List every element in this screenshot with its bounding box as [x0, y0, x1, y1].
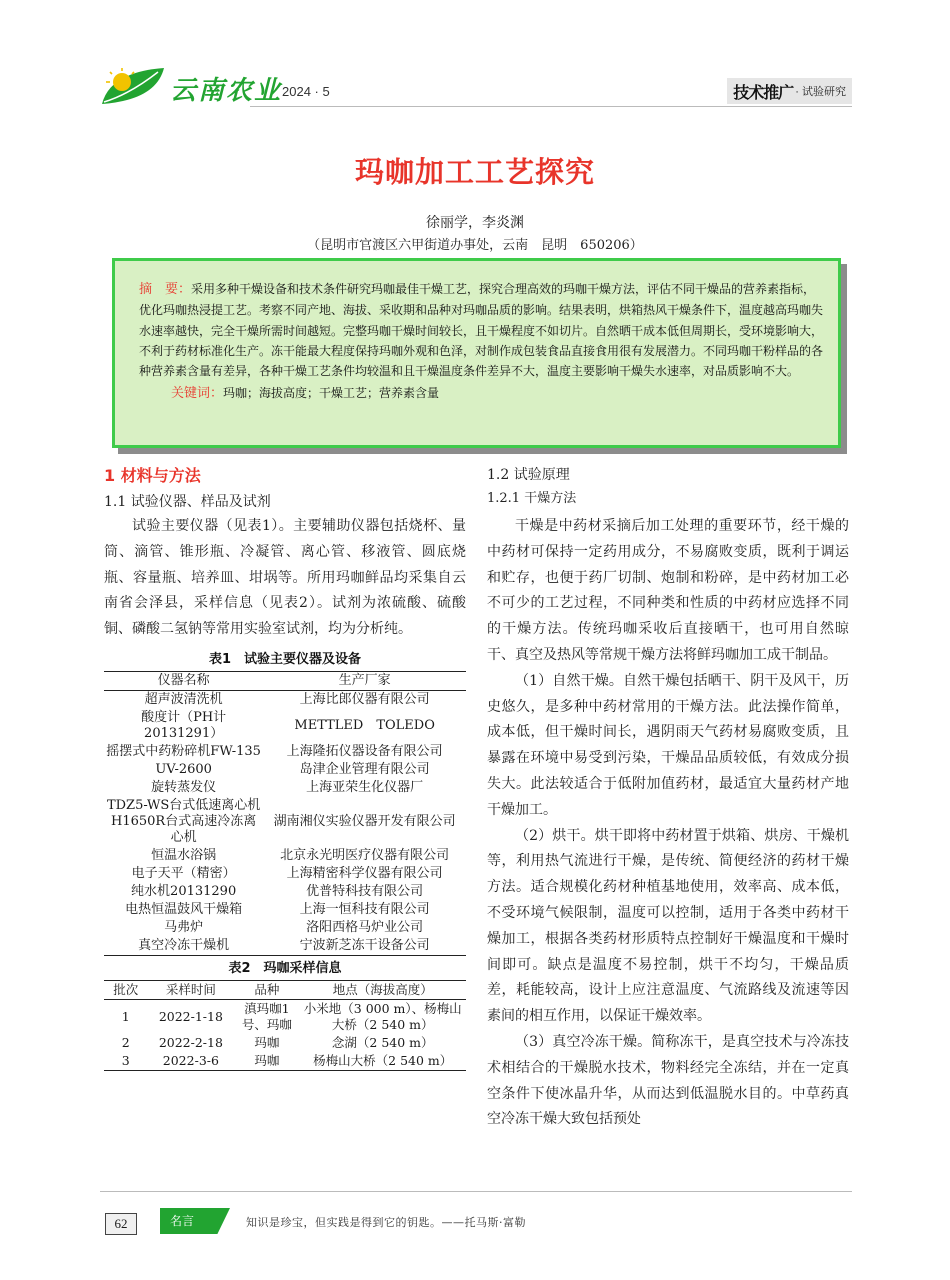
table-cell: 上海亚荣生化仪器厂: [306, 779, 424, 795]
table2-header: 品种: [234, 980, 299, 999]
table-cell: 旋转蒸发仪: [151, 779, 217, 795]
table-cell: 1: [121, 1008, 130, 1024]
table-cell: 滇玛咖1号、玛咖: [241, 1000, 292, 1032]
table1-header: 仪器名称: [104, 671, 263, 690]
page-header: [100, 66, 852, 108]
table-cell: 上海比郎仪器有限公司: [299, 691, 430, 707]
table-row: [104, 847, 466, 865]
keywords-text: 玛咖；海拔高度；干燥工艺；营养素含量: [223, 386, 440, 401]
table-cell: 酸度计（PH计20131291）: [141, 709, 227, 741]
column-tag: [727, 78, 852, 104]
table-cell: 洛阳西格马炉业公司: [306, 919, 424, 935]
article-affiliation: （昆明市官渡区六甲街道办事处，云南 昆明 650206）: [307, 238, 643, 253]
table-cell: 念湖（2 540 m）: [331, 1034, 434, 1050]
keywords-label: 关键词：: [171, 386, 224, 402]
right-column: [487, 462, 849, 1133]
table-cell: 小米地（3 000 m）、杨梅山大桥（2 540 m）: [303, 1000, 462, 1032]
table-row: [104, 761, 466, 779]
table2-header: 采样时间: [147, 980, 234, 999]
paragraph: （2）烘干。烘干即将中药材置于烘箱、烘房、干燥机等，利用热气流进行干燥，是传统、简便经济的药材干燥方法。适合规模化药材种植基地使用，效率高、成本低，不受环境气候限制，温度可以控制，适用于各类中药材干燥加工，根据各类药材形质特点控制好干燥温度和干燥时间即可。缺点是温度不易控制，烘干不均匀，干燥品质差，耗能较高，设计上应注意温度、气流路线及流速等因素间的相互作用，以保证干燥效率。: [487, 827, 849, 1025]
table-cell: UV-2600: [155, 761, 212, 777]
page-number: 62: [105, 1213, 137, 1235]
table1-header: 生产厂家: [263, 671, 466, 690]
table-cell: 宁波新芝冻干设备公司: [263, 937, 466, 956]
table-row: [104, 937, 466, 956]
table-row: [104, 779, 466, 797]
table-row: [104, 919, 466, 937]
table-cell: 岛津企业管理有限公司: [299, 761, 430, 777]
magazine-name: 云南农业: [170, 76, 283, 106]
table-cell: 上海精密科学仪器有限公司: [286, 865, 443, 881]
article-authors: 徐丽学，李炎渊: [426, 215, 524, 231]
paragraph: （3）真空冷冻干燥。简称冻干，是真空技术与冷冻技术相结合的干燥脱水技术，物料经完全冻结，并在一定真空条件下使冰晶升华，从而达到低温脱水目的。中草药真空冷冻干燥大致包括预处: [487, 1033, 849, 1128]
footer-rule: [100, 1191, 852, 1192]
table-row: [104, 901, 466, 919]
subsection-heading: 1.2 试验原理: [487, 467, 570, 483]
motto-label: 名言: [170, 1214, 195, 1228]
table-cell: 2022-1-18: [158, 1008, 223, 1024]
subsubsection-heading: 1.2.1 干燥方法: [487, 491, 577, 506]
table-cell: 恒温水浴锅: [151, 847, 217, 863]
table1-caption: 表1 试验主要仪器及设备: [208, 651, 362, 667]
table-cell: 马弗炉: [164, 919, 204, 935]
column-tag-main: 技术推广: [733, 84, 794, 102]
keywords-line: [139, 383, 824, 404]
table-cell: TDZ5-WS台式低速离心机 H1650R台式高速冷冻离心机: [106, 797, 261, 845]
table-cell: 电子天平（精密）: [131, 865, 236, 881]
table-row: [104, 743, 466, 761]
table-cell: 杨梅山大桥（2 540 m）: [299, 1052, 466, 1071]
table-row: [104, 883, 466, 901]
table-cell: 上海一恒科技有限公司: [299, 901, 430, 917]
sun-leaf-logo-icon: [100, 66, 166, 106]
table-cell: 2022-3-6: [147, 1052, 234, 1071]
abstract-box: [112, 258, 841, 448]
paragraph: 干燥是中药材采摘后加工处理的重要环节，经干燥的中药材可保持一定药用成分，不易腐败变质，既利于调运和贮存，也便于药厂切制、炮制和粉碎，是中药材加工必不可少的工艺过程，不同种类和性质的中药材应选择不同的干燥方法。传统玛咖采收后直接晒干，也可用自然晾干、真空及热风等常规干燥方法将鲜玛咖加工成干制品。: [487, 518, 849, 663]
article-title: 玛咖加工工艺探究: [354, 155, 595, 189]
table-cell: 纯水机20131290: [131, 883, 237, 899]
table-cell: 优普特科技有限公司: [306, 883, 424, 899]
table-cell: 湖南湘仪实验仪器开发有限公司: [273, 813, 456, 829]
left-column: [104, 462, 466, 1071]
table-row: [104, 709, 466, 743]
paragraph: 试验主要仪器（见表1）。主要辅助仪器包括烧杯、量筒、滴管、锥形瓶、冷凝管、离心管、移液管、圆底烧瓶、容量瓶、培养皿、坩埚等。所用玛咖鲜品均采集自云南省会泽县，采样信息（见表2）。试剂为浓硫酸、硫酸铜、磷酸二氢钠等常用实验室试剂，均为分析纯。: [104, 518, 466, 638]
table-row: [104, 865, 466, 883]
table-row: [104, 1052, 466, 1071]
abstract-label: 摘 要：: [139, 282, 192, 297]
table-row: [104, 999, 466, 1034]
header-rule: [250, 106, 852, 107]
table2-header: 批次: [104, 980, 147, 999]
table-cell: 北京永光明医疗仪器有限公司: [280, 847, 450, 863]
paragraph: （1）自然干燥。自然干燥包括晒干、阴干及风干，历史悠久，是多种中药材常用的干燥方法。此法操作简单，成本低，但干燥时间长，遇阴雨天气药材易腐败变质，且暴露在环境中易受到污染，干燥品品质较低，有效成分损失大。此法较适合于低附加值药材，最适宜大量药材产地干燥加工。: [487, 672, 849, 818]
table-cell: 2: [121, 1034, 130, 1050]
abstract-paragraph: [139, 279, 824, 381]
issue-number: 2024 · 5: [282, 84, 330, 99]
table-cell: 3: [104, 1052, 147, 1071]
table-row: [104, 690, 466, 709]
table2-caption: 表2 玛咖采样信息: [228, 960, 342, 976]
table-cell: 真空冷冻干燥机: [104, 937, 263, 956]
table-row: [104, 1034, 466, 1052]
table-cell: 玛咖: [234, 1052, 299, 1071]
table-cell: 超声波清洗机: [144, 691, 223, 707]
table-cell: 摇摆式中药粉碎机FW-135: [106, 743, 261, 759]
table-row: [104, 797, 466, 847]
subsection-heading: 1.1 试验仪器、样品及试剂: [104, 494, 271, 510]
table-cell: 上海隆拓仪器设备有限公司: [286, 743, 443, 759]
table-cell: 玛咖: [254, 1034, 280, 1050]
column-tag-sub: · 试验研究: [795, 86, 846, 98]
table2: [104, 980, 466, 1071]
table-cell: 电热恒温鼓风干燥箱: [125, 901, 243, 917]
table2-header: 地点（海拔高度）: [299, 980, 466, 999]
table-cell: METTLED TOLEDO: [294, 717, 435, 733]
motto-quote: 知识是珍宝，但实践是得到它的钥匙。——托马斯·富勒: [246, 1216, 526, 1229]
abstract-text: 采用多种干燥设备和技术条件研究玛咖最佳干燥工艺，探究合理高效的玛咖干燥方法，评估不同干燥品的营养素指标，优化玛咖热浸提工艺。考察不同产地、海拔、采收期和品种对玛咖品质的影响。结果表明，烘箱热风干燥条件下，温度越高玛咖失水速率越快，完全干燥所需时间越短。完整玛咖干燥时间较长，且干燥程度不如切片。自然晒干成本低但周期长，受环境影响大，不利于药材标准化生产。冻干能最大程度保持玛咖外观和色泽，对制作成包装食品直接食用很有发展潜力。不同玛咖干粉样品的各种营养素含量有差异，各种干燥工艺条件均较温和且干燥温度条件差异不大，温度主要影响干燥失水速率，对品质影响不大。: [139, 282, 824, 379]
table1: [104, 671, 466, 956]
section-heading: 1 材料与方法: [104, 466, 201, 485]
table-cell: 2022-2-18: [158, 1034, 223, 1050]
